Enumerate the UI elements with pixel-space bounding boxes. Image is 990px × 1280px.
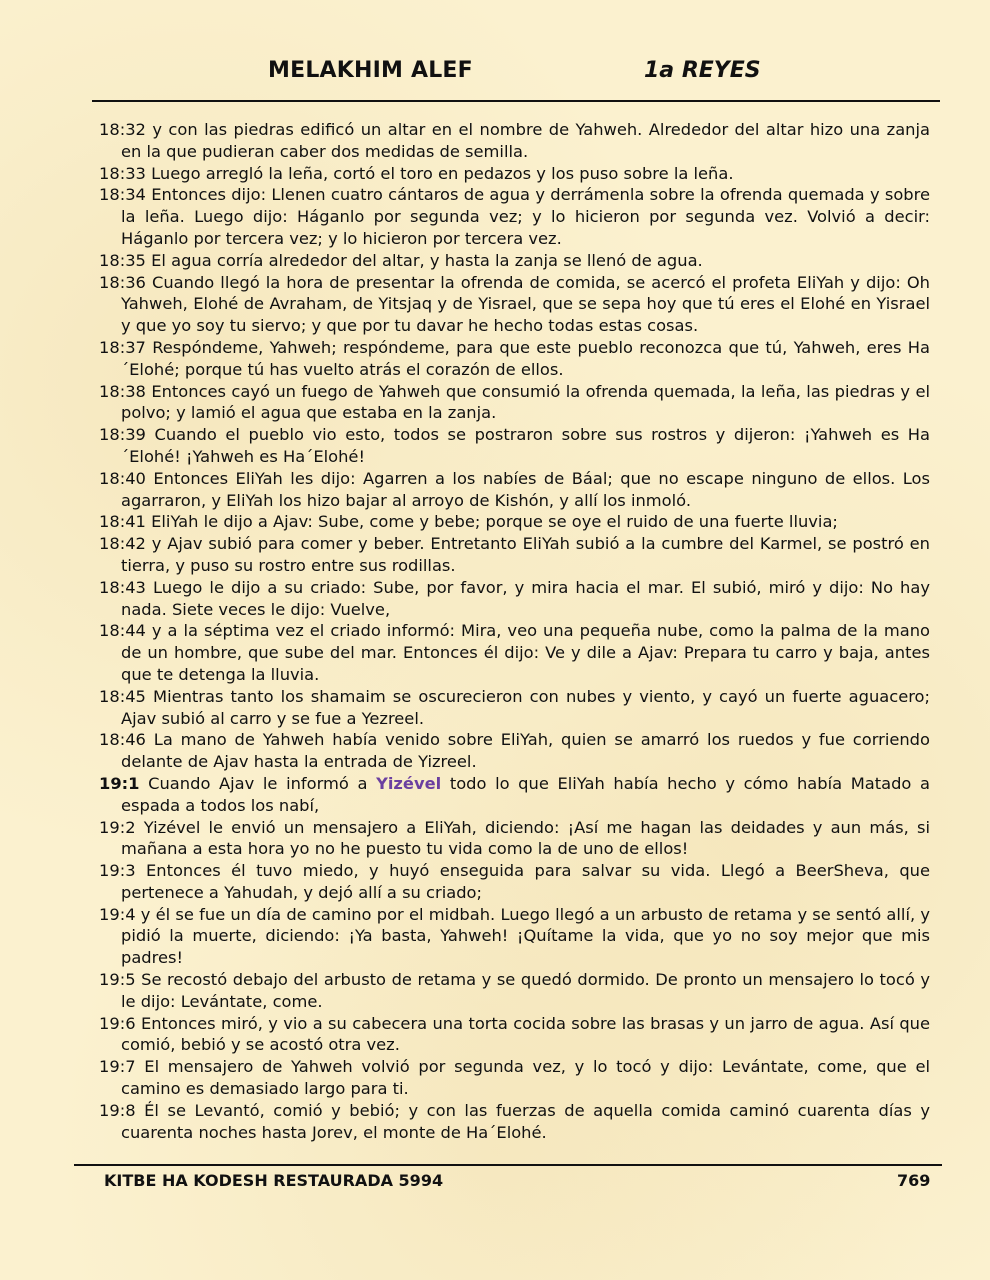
header-rule bbox=[92, 100, 940, 102]
verse-text: El mensajero de Yahweh volvió por segunda vez, y lo tocó y dijo: Levántate, come, que el camino es demasiado largo para ti. bbox=[121, 1057, 930, 1099]
verse-number: 19:4 bbox=[99, 904, 136, 924]
verse-text: Entonces EliYah les dijo: Agarren a los nabíes de Báal; que no escape ninguno de ellos. Los agarraron, y EliYah los hizo bajar al arroyo de Kishón, y allí los inmoló. bbox=[121, 468, 931, 510]
verse-text: Mientras tanto los shamaim se oscurecieron con nubes y viento, y cayó un fuerte aguacero; Ajav subió al carro y se fue a Yezreel. bbox=[121, 686, 930, 728]
verse bbox=[99, 163, 930, 185]
verse-number: 18:39 bbox=[99, 425, 146, 445]
verse bbox=[99, 817, 930, 861]
verse bbox=[99, 511, 930, 533]
verse-text: Luego arregló la leña, cortó el toro en pedazos y los puso sobre la leña. bbox=[151, 163, 734, 183]
verse-text: Se recostó debajo del arbusto de retama y se quedó dormido. De pronto un mensajero lo tocó y le dijo: Levántate, come. bbox=[121, 970, 930, 1011]
page-footer bbox=[0, 1171, 990, 1195]
verse-text: Respóndeme, Yahweh; respóndeme, para que este pueblo reconozca que tú, Yahweh, eres Ha´Elohé; porque tú has vuelto atrás el corazón de ellos. bbox=[121, 337, 930, 379]
verse-number: 18:38 bbox=[99, 381, 146, 401]
verse bbox=[99, 468, 930, 512]
verse-number: 19:6 bbox=[99, 1013, 136, 1033]
verse-number: 18:34 bbox=[99, 185, 146, 205]
verse-number: 18:40 bbox=[99, 468, 146, 488]
verse-number: 19:2 bbox=[99, 817, 136, 837]
verse bbox=[99, 533, 930, 577]
verse-text: Luego le dijo a su criado: Sube, por favor, y mira hacia el mar. El subió, miró y dijo: No hay nada. Siete veces le dijo: Vuelve, bbox=[121, 577, 930, 619]
verse-text: Entonces dijo: Llenen cuatro cántaros de agua y derrámenla sobre la ofrenda quemada y sobre la leña. Luego dijo: Háganlo por segunda vez; y lo hicieron por segunda vez. Volvió a decir: Háganlo por tercera vez; y lo hicieron por tercera vez. bbox=[121, 185, 930, 248]
verse-list bbox=[99, 119, 930, 1143]
verse-number: 18:36 bbox=[99, 272, 146, 292]
verse-number: 18:42 bbox=[99, 534, 146, 554]
verse bbox=[99, 686, 930, 730]
verse bbox=[99, 620, 930, 685]
verse-number: 18:46 bbox=[99, 730, 146, 750]
verse bbox=[99, 119, 930, 163]
verse bbox=[99, 381, 930, 425]
verse-text: Él se Levantó, comió y bebió; y con las fuerzas de aquella comida caminó cuarenta días y cuarenta noches hasta Jorev, el monte de Ha´Elohé. bbox=[121, 1100, 930, 1142]
edition-title: KITBE HA KODESH RESTAURADA 5994 bbox=[104, 1171, 444, 1190]
page-number: 769 bbox=[897, 1171, 931, 1190]
verse-text: Entonces cayó un fuego de Yahweh que consumió la ofrenda quemada, la leña, las piedras y el polvo; y lamió el agua que estaba en la zanja. bbox=[121, 381, 930, 423]
verse-text: y él se fue un día de camino por el midbah. Luego llegó a un arbusto de retama y se sentó allí, y pidió la muerte, diciendo: ¡Ya basta, Yahweh! ¡Quítame la vida, que yo no soy mejor que mis padres! bbox=[121, 904, 930, 968]
verse bbox=[99, 1013, 930, 1057]
verse bbox=[99, 969, 930, 1013]
verse-text: Cuando el pueblo vio esto, todos se postraron sobre sus rostros y dijeron: ¡Yahweh es Ha´Elohé! ¡Yahweh es Ha´Elohé! bbox=[121, 425, 930, 466]
verse-text: y con las piedras edificó un altar en el nombre de Yahweh. Alrededor del altar hizo una zanja en la que pudieran caber dos medidas de semilla. bbox=[121, 120, 930, 161]
verse-text: Entonces miró, y vio a su cabecera una torta cocida sobre las brasas y un jarro de agua. Así que comió, bebió y se acostó otra vez. bbox=[121, 1013, 931, 1055]
verse-text: todo lo que EliYah había hecho y cómo había Matado a espada a todos los nabí, bbox=[121, 773, 930, 815]
verse bbox=[99, 1100, 930, 1144]
book-title-hebrew: MELAKHIM ALEF bbox=[268, 58, 473, 83]
verse-number: 19:8 bbox=[99, 1100, 136, 1120]
verse-number: 19:1 bbox=[99, 773, 140, 793]
verse bbox=[99, 860, 930, 904]
verse-text: Cuando Ajav le informó a bbox=[148, 773, 368, 793]
verse bbox=[99, 729, 930, 773]
verse-text: Yizével le envió un mensajero a EliYah, diciendo: ¡Así me hagan las deidades y aun más, si mañana a esta hora yo no he puesto tu vida como la de uno de ellos! bbox=[121, 817, 930, 859]
verse bbox=[99, 250, 930, 272]
verse bbox=[99, 904, 930, 969]
footer-rule bbox=[74, 1164, 942, 1166]
verse bbox=[99, 184, 930, 249]
verse-number: 19:7 bbox=[99, 1057, 136, 1077]
chapter-start-verse bbox=[99, 773, 930, 817]
verse-text: y a la séptima vez el criado informó: Mira, veo una pequeña nube, como la palma de la mano de un hombre, que sube del mar. Entonces él dijo: Ve y dile a Ajav: Prepara tu carro y baja, antes que te detenga la lluvia. bbox=[121, 621, 930, 684]
verse-number: 19:3 bbox=[99, 861, 136, 881]
book-title-spanish: 1a REYES bbox=[644, 58, 761, 83]
verse-number: 19:5 bbox=[99, 970, 136, 990]
verse-number: 18:37 bbox=[99, 337, 146, 357]
verse-text: Cuando llegó la hora de presentar la ofrenda de comida, se acercó el profeta EliYah y dijo: Oh Yahweh, Elohé de Avraham, de Yitsjaq y de Yisrael, que se sepa hoy que tú eres el Elohé en Yisrael y que yo soy tu siervo; y que por tu davar he hecho todas estas cosas. bbox=[121, 272, 930, 336]
verse bbox=[99, 577, 930, 621]
verse bbox=[99, 424, 930, 468]
verse-text: Entonces él tuvo miedo, y huyó enseguida para salvar su vida. Llegó a BeerSheva, que pertenece a Yahudah, y dejó allí a su criado; bbox=[121, 861, 930, 902]
verse-text: El agua corría alrededor del altar, y hasta la zanja se llenó de agua. bbox=[151, 250, 703, 270]
verse-number: 18:43 bbox=[99, 577, 146, 597]
verse bbox=[99, 1056, 930, 1100]
verse-number: 18:32 bbox=[99, 120, 146, 139]
verse-number: 18:44 bbox=[99, 621, 146, 641]
verse-text: EliYah le dijo a Ajav: Sube, come y bebe; porque se oye el ruido de una fuerte lluvia; bbox=[151, 512, 838, 532]
verse-number: 18:33 bbox=[99, 163, 146, 183]
verse-number: 18:45 bbox=[99, 686, 146, 706]
verse-number: 18:35 bbox=[99, 250, 146, 270]
verse-text: y Ajav subió para comer y beber. Entretanto EliYah subió a la cumbre del Karmel, se postró en tierra, y puso su rostro entre sus rodillas. bbox=[121, 534, 930, 575]
verse-text: La mano de Yahweh había venido sobre EliYah, quien se amarró los ruedos y fue corriendo delante de Ajav hasta la entrada de Yizreel. bbox=[121, 730, 930, 772]
page-header bbox=[0, 58, 990, 92]
verse-number: 18:41 bbox=[99, 512, 146, 532]
verse bbox=[99, 337, 930, 381]
highlighted-name: Yizével bbox=[376, 773, 442, 793]
verse bbox=[99, 272, 930, 337]
